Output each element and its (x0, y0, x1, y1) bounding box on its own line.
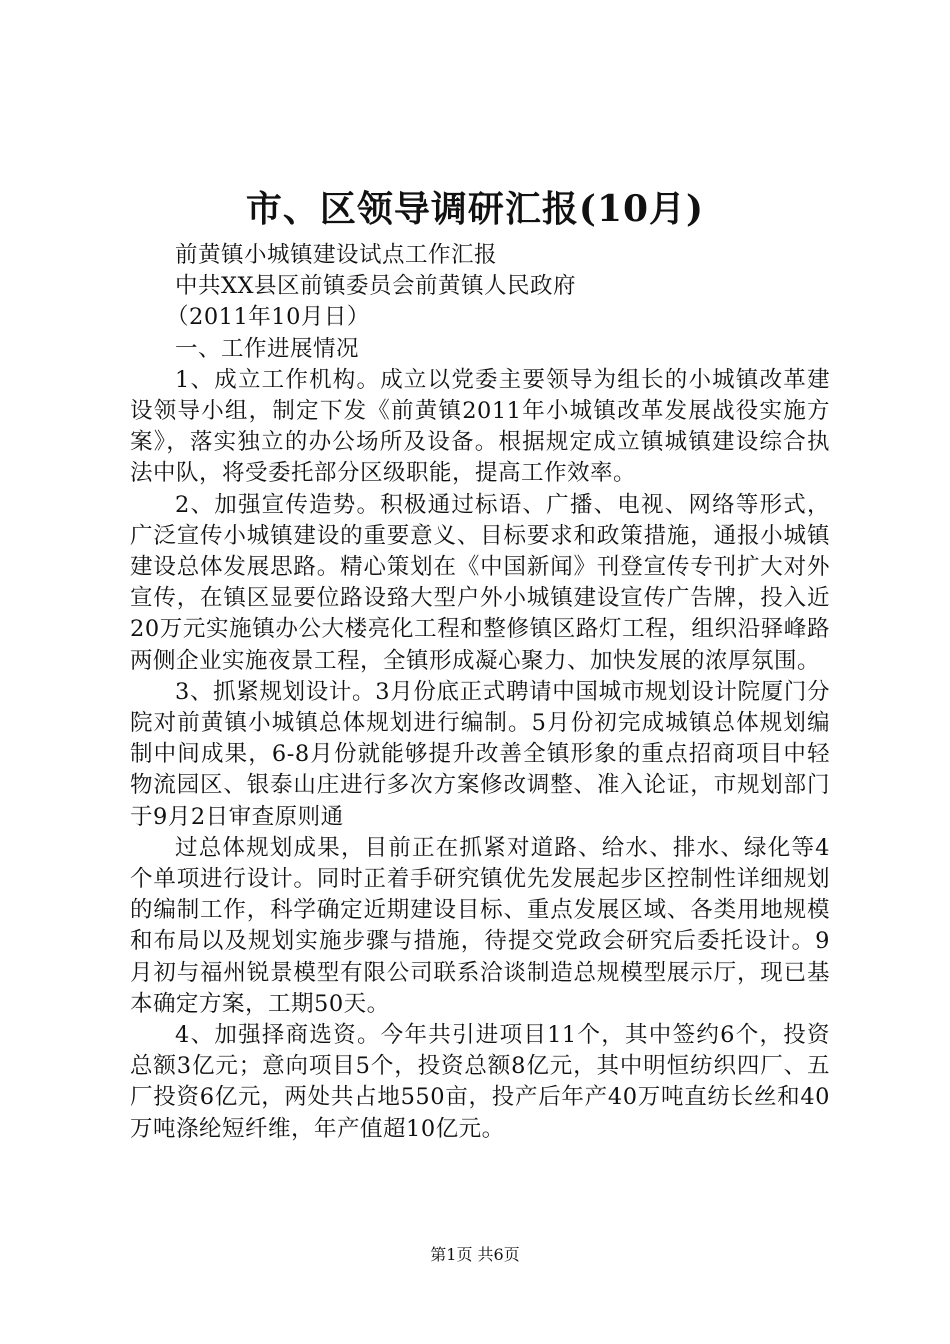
paragraph-1: 1、成立工作机构。成立以党委主要领导为组长的小城镇改革建设领导小组，制定下发《前黄镇2011年小城镇改革发展战役实施方案》，落实独立的办公场所及设备。根据规定成立镇城镇建设综合执法中队，将受委托部分区级职能，提高工作效率。 (130, 366, 830, 487)
date-line: （2011年10月日） (166, 304, 370, 331)
page-footer: 第1页 共6页 (430, 1245, 520, 1264)
paragraph-3: 3、抓紧规划设计。3月份底正式聘请中国城市规划设计院厦门分院对前黄镇小城镇总体规划进行编制。5月份初完成城镇总体规划编制中间成果，6-8月份就能够提升改善全镇形象的重点招商项目中轻物流园区、银泰山庄进行多次方案修改调整、准入论证，市规划部门于9月2日审查原则通 (130, 678, 830, 830)
subtitle-line: 前黄镇小城镇建设试点工作汇报 (175, 242, 498, 268)
section-heading: 一、工作进展情况 (175, 335, 360, 362)
document-body (130, 240, 830, 1145)
issuer-line: 中共XX县区前镇委员会前黄镇人民政府 (175, 273, 577, 300)
document-title: 市、区领导调研汇报(10月) (245, 188, 705, 230)
paragraph-4: 过总体规划成果，目前正在抓紧对道路、给水、排水、绿化等4个单项进行设计。同时正着手研究镇优先发展起步区控制性详细规划的编制工作，科学确定近期建设目标、重点发展区域、各类用地规模和布局以及规划实施步骤与措施，待提交党政会研究后委托设计。9月初与福州锐景模型有限公司联系洽谈制造总规模型展示厅，现已基本确定方案，工期50天。 (130, 834, 830, 1017)
paragraph-5: 4、加强择商选资。今年共引进项目11个，其中签约6个，投资总额3亿元；意向项目5个，投资总额8亿元，其中明恒纺织四厂、五厂投资6亿元，两处共占地550亩，投产后年产40万吨直纺长丝和40万吨涤纶短纤维，年产值超10亿元。 (130, 1022, 830, 1142)
paragraph-2: 2、加强宣传造势。积极通过标语、广播、电视、网络等形式，广泛宣传小城镇建设的重要意义、目标要求和政策措施，通报小城镇建设总体发展思路。精心策划在《中国新闻》刊登宣传专刊扩大对外宣传，在镇区显要位路设臵大型户外小城镇建设宣传广告牌，投入近20万元实施镇办公大楼亮化工程和整修镇区路灯工程，组织沿驿峰路两侧企业实施夜景工程，全镇形成凝心聚力、加快发展的浓厚氛围。 (130, 491, 830, 674)
